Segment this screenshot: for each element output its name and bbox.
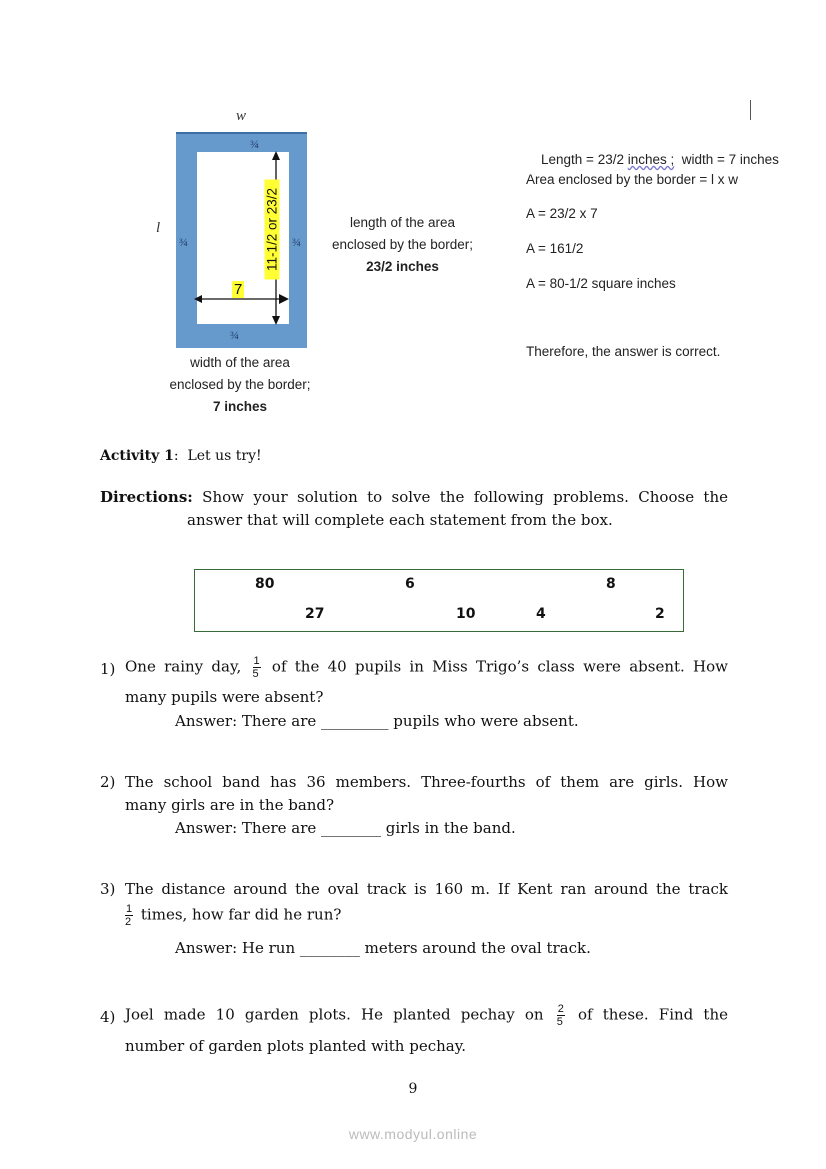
- length-note-line2: enclosed by the border;: [331, 237, 474, 252]
- text-cursor: [750, 100, 751, 120]
- length-note-value: 23/2 inches: [366, 259, 439, 274]
- choice-2: 2: [655, 606, 665, 622]
- horizontal-measure-label: 7: [234, 281, 243, 298]
- question-3: [100, 880, 728, 960]
- activity-heading: [100, 445, 262, 468]
- question-4: [100, 1003, 728, 1063]
- answer-line: Answer: There are _________ pupils who were absent.: [175, 712, 579, 730]
- width-note-line1: width of the area: [190, 355, 290, 370]
- choice-10: 10: [456, 606, 476, 622]
- choice-27: 27: [305, 606, 325, 622]
- directions-label: Directions:: [100, 488, 193, 506]
- answer-line: Answer: He run ________ meters around the oval track.: [175, 939, 591, 957]
- border-right-label: ¾: [292, 235, 301, 249]
- activity-subtitle: : Let us try!: [173, 448, 262, 464]
- question-text-line1: The school band has 36 members. Three-fourths of them are girls. How: [125, 773, 728, 791]
- answer-line: Answer: There are ________ girls in the band.: [175, 819, 516, 837]
- vertical-measure-label: 11-1/2 or 23/2: [265, 180, 280, 280]
- solution-line-2: Area enclosed by the border = l x w: [526, 172, 738, 187]
- length-note: [320, 212, 485, 278]
- vertical-arrow-up: [272, 151, 280, 160]
- question-text-line2: $\frac{1}{2}$ times, how far did he run?: [125, 903, 342, 928]
- horizontal-arrow-left: [194, 295, 202, 303]
- question-number: 2): [100, 773, 116, 791]
- directions: [100, 486, 728, 532]
- solution-line-4: A = 161/2: [526, 241, 584, 256]
- choice-8: 8: [606, 576, 616, 592]
- length-note-line1: length of the area: [349, 215, 456, 230]
- vertical-arrow-down: [272, 316, 280, 325]
- solution-line-1: Length = 23/2 inches ; width = 7 inches: [541, 152, 779, 167]
- solution-line-5: A = 80-1/2 square inches: [526, 276, 676, 291]
- width-note: [155, 352, 325, 418]
- border-bottom-label: ¾: [230, 328, 239, 342]
- fraction: $\frac{1}{2}$: [125, 903, 133, 928]
- question-number: 1): [100, 660, 116, 678]
- choice-6: 6: [405, 576, 415, 592]
- choice-4: 4: [536, 606, 546, 622]
- question-text-line1: Joel made 10 garden plots. He planted pechay on $\frac{2}{5}$ of these. Find the: [125, 1003, 728, 1028]
- answer-choices-box: [194, 569, 684, 632]
- choice-80: 80: [255, 576, 275, 592]
- activity-label: Activity 1: [100, 448, 174, 464]
- fraction: $\frac{2}{5}$: [556, 1003, 564, 1028]
- spellcheck-word: inches ;: [627, 152, 675, 167]
- question-2: [100, 773, 728, 843]
- question-text-line2: number of garden plots planted with pechay.: [125, 1037, 466, 1055]
- question-text-line2: many girls are in the band?: [125, 796, 335, 814]
- border-top-label: ¾: [250, 137, 259, 151]
- watermark: www.modyul.online: [348, 1126, 478, 1142]
- width-variable-label: w: [236, 108, 247, 124]
- question-number: 4): [100, 1008, 116, 1026]
- question-number: 3): [100, 880, 116, 898]
- solution-line-3: A = 23/2 x 7: [526, 206, 598, 221]
- width-note-line2: enclosed by the border;: [169, 377, 311, 392]
- question-text-line1: One rainy day, $\frac{1}{5}$ of the 40 pupils in Miss Trigo’s class were absent. How: [125, 655, 729, 680]
- question-text-line1: The distance around the oval track is 160 m. If Kent ran around the track: [125, 880, 728, 898]
- fraction: $\frac{1}{5}$: [252, 655, 260, 680]
- length-variable-label: l: [156, 220, 161, 236]
- width-note-value: 7 inches: [212, 399, 268, 414]
- page-number: 9: [408, 1081, 418, 1097]
- measurement-arrows: [190, 148, 300, 328]
- question-1: [100, 655, 728, 735]
- question-text-line2: many pupils were absent?: [125, 688, 324, 706]
- directions-line1: Directions: Show your solution to solve the following problems. Choose the: [100, 488, 728, 506]
- solution-conclusion: Therefore, the answer is correct.: [526, 344, 721, 359]
- border-left-label: ¾: [179, 235, 188, 249]
- directions-line2: answer that will complete each statement from the box.: [187, 511, 613, 529]
- horizontal-arrow-right: [279, 294, 289, 304]
